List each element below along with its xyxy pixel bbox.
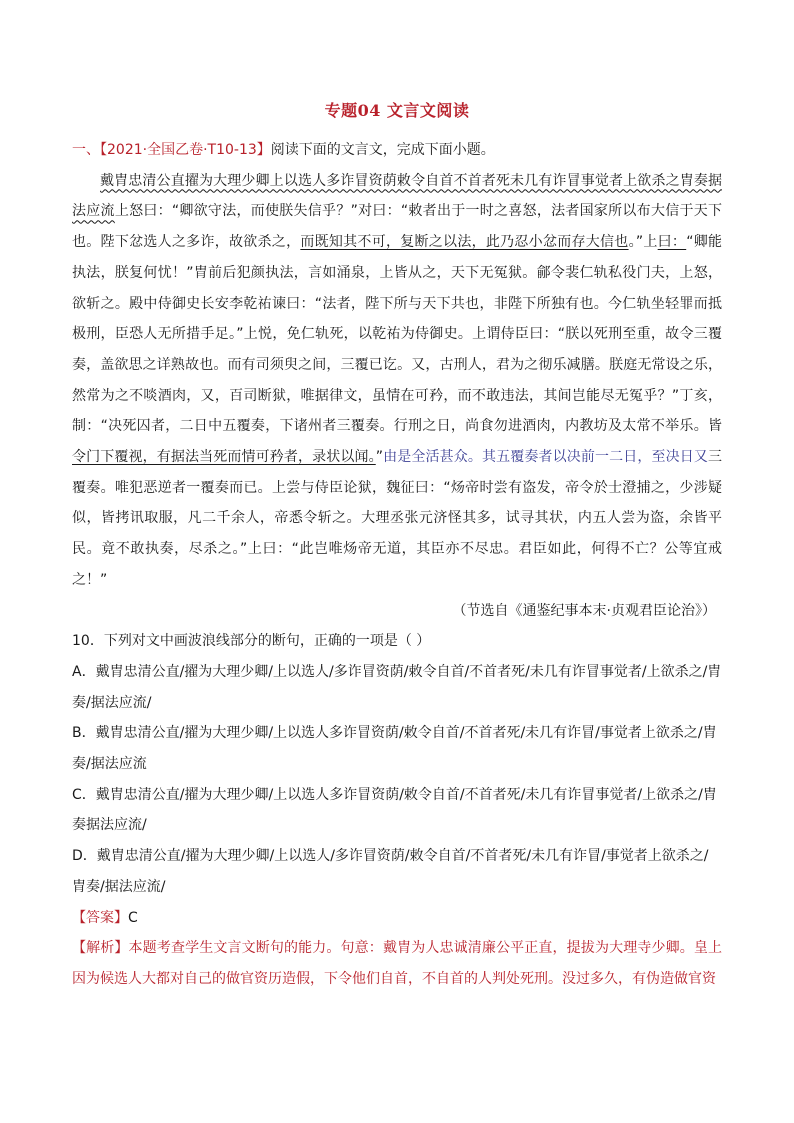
answer-line (72, 903, 722, 934)
analysis-label: 【解析】 (72, 940, 129, 957)
passage-text: 鄃令裴仁轨私役门夫，上怒，欲斩之。殿中侍御史长安李乾祐谏曰：“法者，陛下所与天下共也，非陛下所独有也。今仁轨坐轻罪而抵极刑，臣恐人无所措手足。”上悦，免仁轨死，以乾祐为侍御史。上谓侍臣曰：“朕以死刑至重，故令三覆奏，盖欲思之详熟故也。而有司须臾之间，三覆已讫。又，古刑人，君为之彻乐减膳。朕庭无常设之乐，然常为之不啖酒肉，又，百司断狱，唯据律文，虽情在可矜，而不敢违法，其间岂能尽无冤乎？”丁亥，制：“决死囚者，二日中五覆奏，下诸州者三覆奏。行刑之日，尚食勿进酒肉，内教坊及太常不举乐。皆 (72, 264, 722, 435)
passage-text: 三覆奏。唯犯恶逆者一覆奏而已。上尝与侍臣论狱，魏征曰：“炀帝时尝有盗发，帝令於士澄捕之，少涉疑似，皆拷讯取服，凡二千余人，帝悉令斩之。大理丞张元济怪其多，试寻其状，内五人尝为盗，余皆平民。竟不敢执奏，尽杀之。”上曰：“此岂唯炀帝无道，其臣亦不尽忠。君臣如此，何得不亡？公等宜戒之！” (72, 449, 723, 588)
option-d: D．戴胄忠清公直/擢为大理少卿/上以选人/多诈冒资荫/敕令自首/不首者死/未几有诈冒/事觉者上欲杀之/胄奏/据法应流/ (72, 848, 709, 895)
option-c: C．戴胄忠清公直/擢为大理少卿/上以选人多诈冒资荫/敕令自首/不首者死/未几有诈冒事觉者/上欲杀之/胄奏据法应流/ (72, 786, 717, 834)
wavy-underline-segment: 戴胄忠清公直擢为大理少卿上以选人多诈冒资荫敕令自首不首者死未几有诈冒事觉者上欲杀之胄奏据法应流 (72, 172, 722, 220)
passage-source: （节选自《通鉴纪事本末·贞观君臣论治》） (452, 602, 716, 619)
passage-text: 。”上 (628, 234, 658, 251)
source-tag: 【2021·全国乙卷·T10-13】 (100, 142, 271, 158)
passage-text: 上怒曰：“卿欲守法，而使朕失信乎？”对曰：“敕者出于一时之喜怒，法者国家所以布大信于天下也。陛下忿选人之多诈，故欲杀之， (72, 203, 723, 251)
answer-label: 【答案】 (72, 909, 128, 926)
passage-text: “卿能执法，朕复何忧！”胄前后犯颜执法，言如涌泉，上皆从之，天下无冤狱。 (72, 234, 722, 281)
question-instruction: 阅读下面的文言文，完成下面小题。 (270, 142, 495, 158)
question-header (72, 135, 722, 166)
passage-paragraph (72, 166, 722, 596)
analysis-text: 本题考查学生文言文断句的能力。句意：戴胄为人忠诚清廉公平正直，提拔为大理寺少卿。皇上因为候选人大都对自己的做官资历造假，下令他们自首，不自首的人判处死刑。没过多久，有伪造做官资 (72, 940, 723, 987)
analysis-line (72, 933, 722, 994)
passage-text-serif: 由是全活甚众。其五覆奏者以决前一二日，至决日又 (383, 449, 709, 466)
underlined-sentence-1: 而既知其不可，复断之以法，此乃忍小忿而存大信也 (300, 234, 629, 251)
question-10-stem: 10．下列对文中画波浪线部分的断句，正确的一项是（ ） (72, 633, 431, 650)
underlined-sentence-2: 令门下覆视，有据法当死而情可矜者，录状以闻。 (72, 449, 376, 466)
underlined-word: 曰： (657, 234, 687, 251)
document-content (72, 135, 722, 995)
page-title: 专题04 文言文阅读 (324, 101, 470, 120)
answer-value: C (128, 909, 138, 926)
question-prefix: 一、 (72, 142, 100, 158)
passage-text: ” (375, 449, 384, 466)
option-a: A．戴胄忠清公直/擢为大理少卿/上以选人/多诈冒资荫/敕令自首/不首者死/未几有诈冒事觉者/上欲杀之/胄奏/据法应流/ (72, 663, 722, 711)
option-b: B．戴胄忠清公直/擢为大理少卿/上以选人多诈冒资荫/敕令自首/不首者死/未几有诈冒/事觉者上欲杀之/胄奏/据法应流 (72, 725, 717, 773)
